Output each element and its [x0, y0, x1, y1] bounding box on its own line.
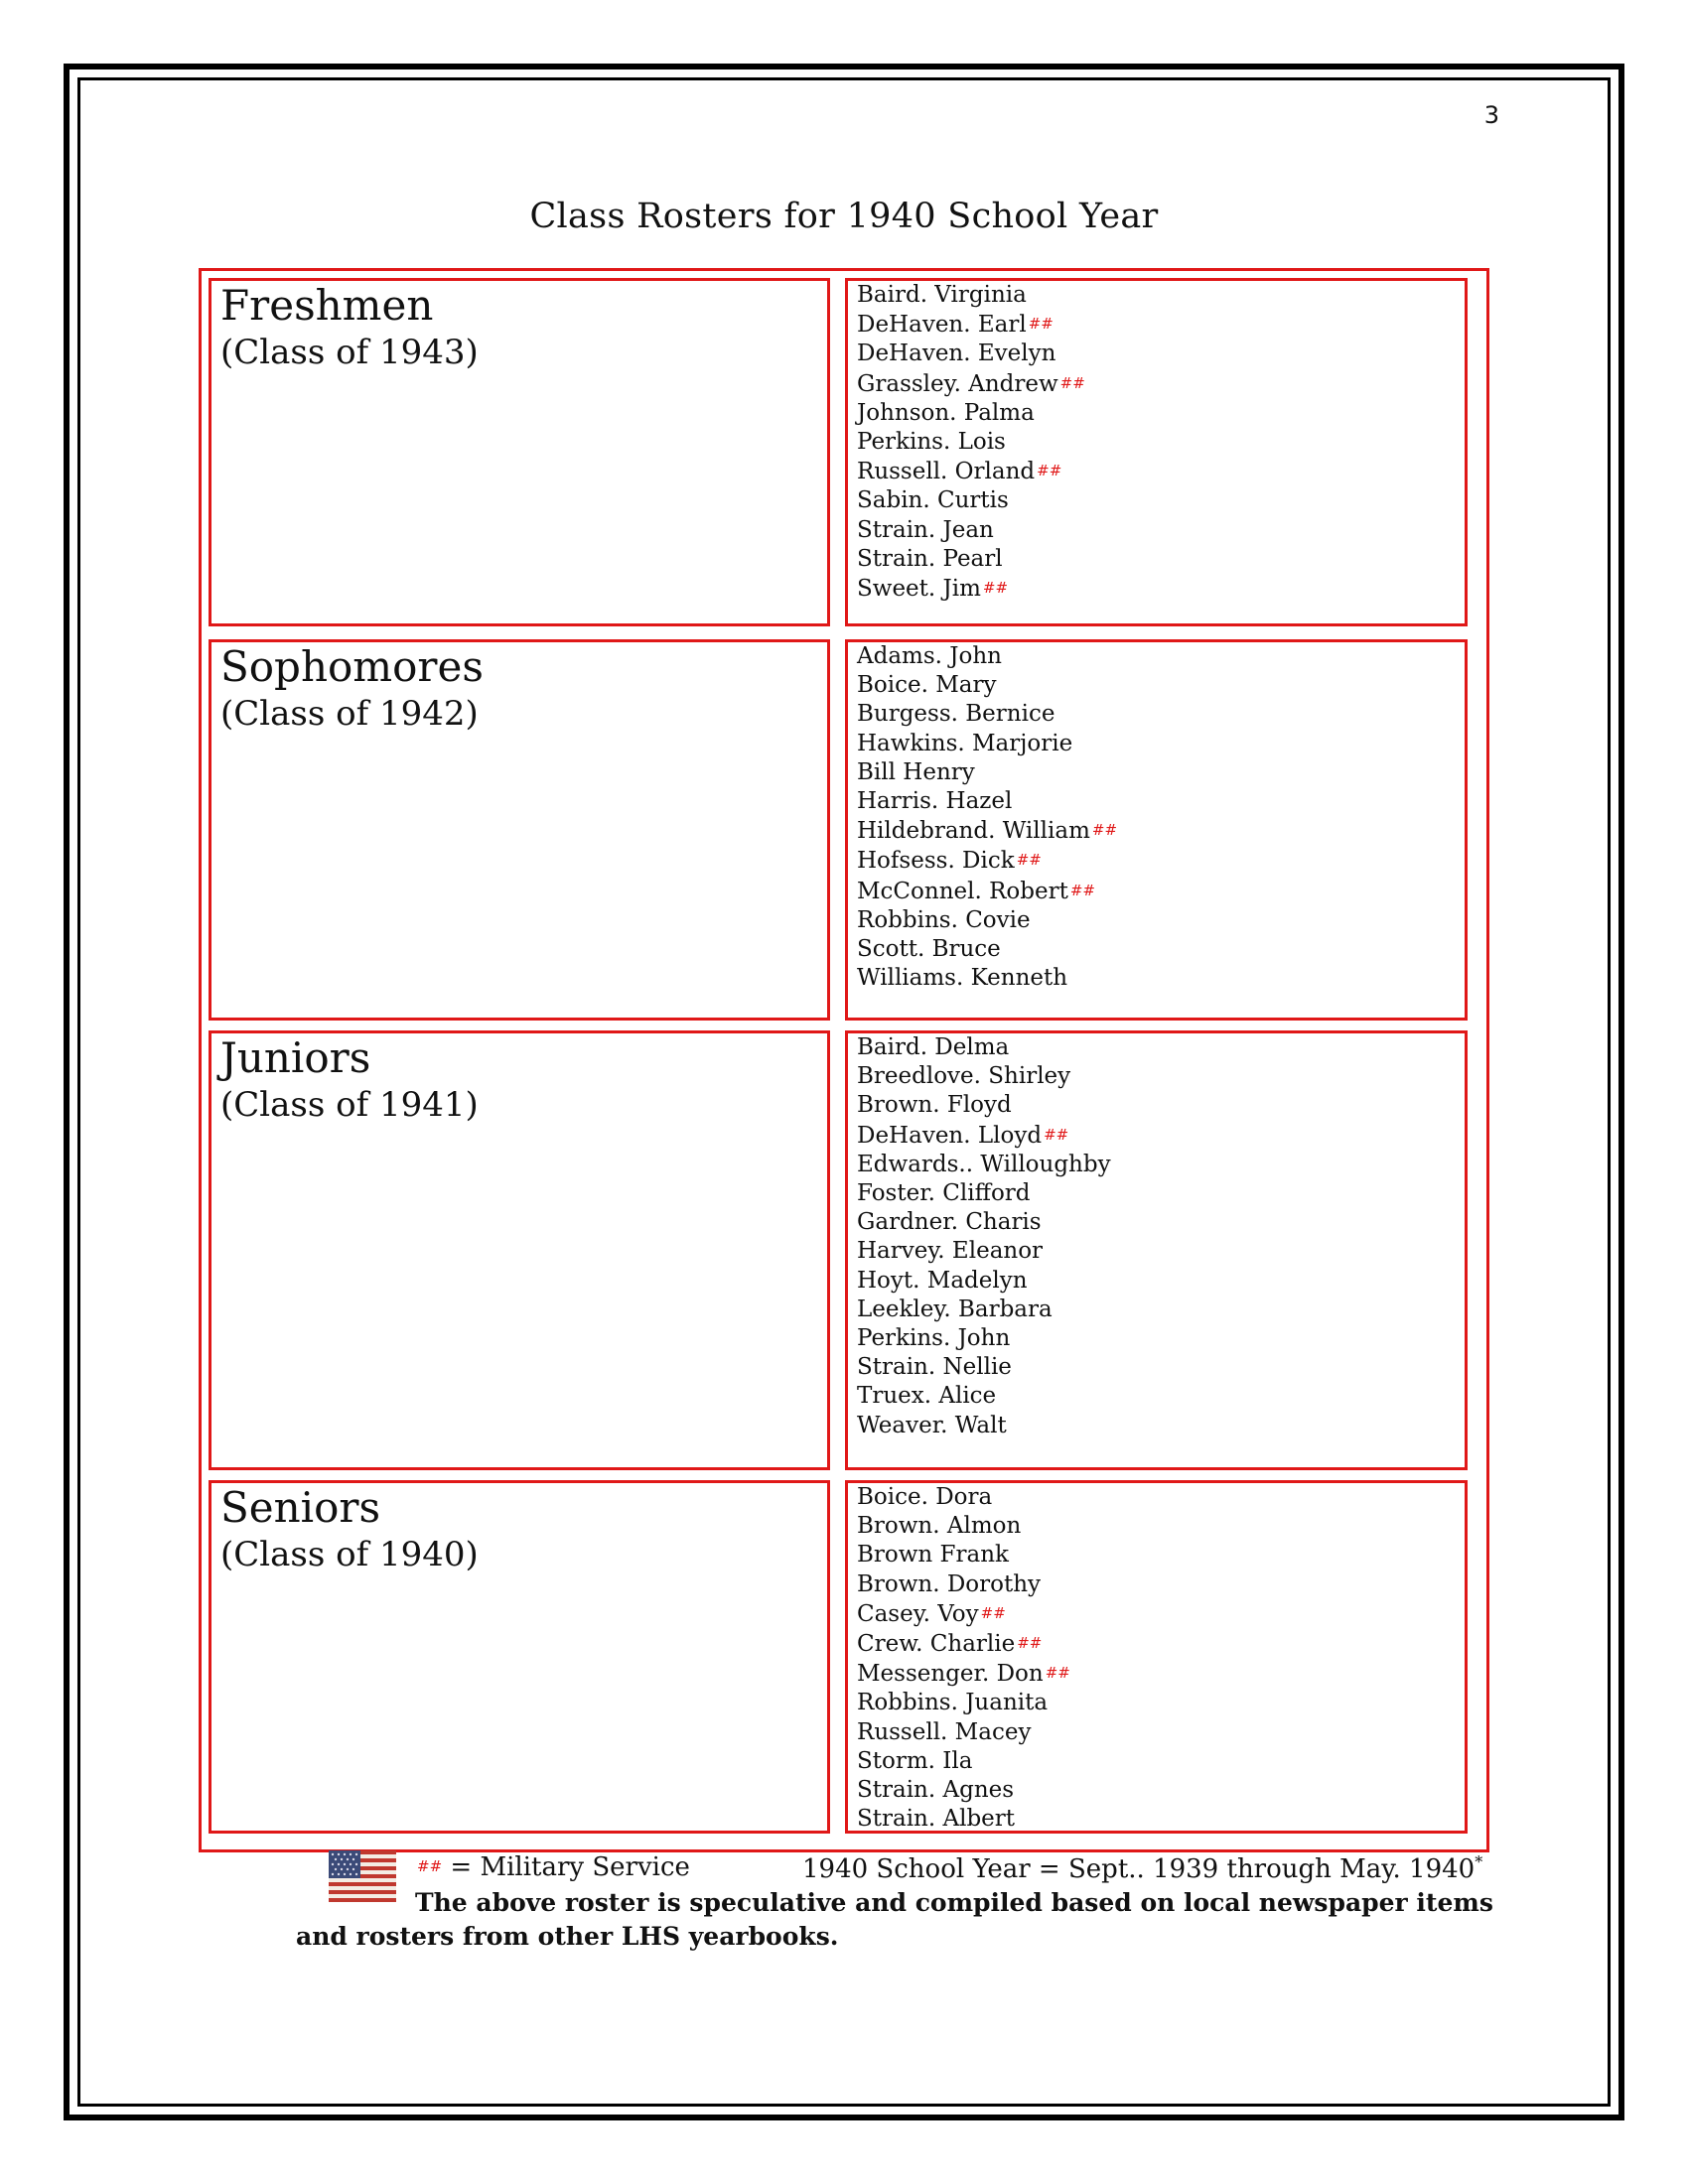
student-name: [857, 310, 1085, 340]
student-name-text: Brown. Floyd: [857, 1092, 1012, 1119]
student-name: [857, 1353, 1111, 1382]
student-name-text: Storm. Ila: [857, 1747, 973, 1774]
class-year-label: (Class of 1942): [220, 694, 479, 734]
student-name-text: Russell. Orland: [857, 459, 1036, 485]
student-name-text: Foster. Clifford: [857, 1180, 1031, 1207]
class-cell-seniors: [209, 1480, 830, 1834]
student-name: [857, 545, 1085, 574]
class-year-label: (Class of 1940): [220, 1535, 479, 1574]
student-name-text: Strain. Nellie: [857, 1354, 1012, 1381]
student-name: [857, 1382, 1111, 1411]
student-name-text: Edwards.. Willoughby: [857, 1151, 1111, 1177]
student-name-text: Bill Henry: [857, 758, 975, 785]
student-name-text: Hawkins. Marjorie: [857, 730, 1073, 756]
student-name-text: Brown. Almon: [857, 1513, 1022, 1540]
american-flag-icon: [329, 1850, 396, 1902]
student-name-text: Sweet. Jim: [857, 576, 981, 603]
student-name-text: Strain. Pearl: [857, 545, 1003, 572]
military-service-marker: ##: [1059, 373, 1085, 392]
student-name-text: Gardner. Charis: [857, 1209, 1042, 1236]
student-name-text: Truex. Alice: [857, 1383, 997, 1410]
student-name: [857, 816, 1117, 846]
student-name-text: Breedlove. Shirley: [857, 1063, 1071, 1090]
class-year-label: (Class of 1941): [220, 1085, 479, 1125]
student-name-text: DeHaven. Lloyd: [857, 1122, 1043, 1149]
student-name-text: Robbins. Covie: [857, 906, 1031, 933]
student-name: [857, 1805, 1070, 1834]
student-name-text: Adams. John: [857, 643, 1002, 669]
student-name: [857, 1208, 1111, 1237]
military-service-marker: ##: [982, 579, 1009, 598]
student-name: [857, 399, 1085, 428]
student-name: [857, 1267, 1111, 1296]
student-name-text: Harris. Hazel: [857, 788, 1013, 815]
student-name-text: Boice. Mary: [857, 672, 997, 699]
student-name: [857, 457, 1085, 486]
student-name-text: Baird. Delma: [857, 1034, 1010, 1060]
student-name: [857, 516, 1085, 545]
roster-cell-seniors: [845, 1480, 1468, 1834]
student-name: [857, 846, 1117, 876]
military-legend: [415, 1852, 690, 1886]
student-name: [857, 671, 1117, 700]
military-service-marker: ##: [980, 1603, 1006, 1622]
student-name-text: Brown Frank: [857, 1542, 1009, 1569]
student-name-text: Boice. Dora: [857, 1484, 993, 1510]
student-name-text: Burgess. Bernice: [857, 701, 1055, 728]
student-name: [857, 486, 1085, 515]
student-name: [857, 1151, 1111, 1179]
student-name-text: Johnson. Palma: [857, 399, 1035, 426]
student-list: [857, 281, 1085, 604]
student-name: [857, 730, 1117, 758]
roster-cell-juniors: [845, 1030, 1468, 1470]
military-service-marker: ##: [1091, 821, 1118, 840]
student-name: [857, 642, 1117, 671]
student-name: [857, 1512, 1070, 1541]
student-name: [857, 281, 1085, 310]
student-name: [857, 1689, 1070, 1717]
student-name: [857, 935, 1117, 964]
student-name-text: Grassley. Andrew: [857, 370, 1058, 397]
class-name: Freshmen: [220, 281, 434, 330]
class-name: Juniors: [220, 1033, 371, 1082]
military-service-marker: ##: [1044, 1125, 1069, 1144]
student-name: [857, 1412, 1111, 1440]
military-legend-text: = Military Service: [450, 1852, 690, 1882]
class-year-label: (Class of 1943): [220, 333, 479, 372]
page-title: Class Rosters for 1940 School Year: [529, 197, 1159, 236]
student-name: [857, 1747, 1070, 1776]
page-number: 3: [1483, 101, 1499, 129]
student-list: [857, 1033, 1111, 1440]
roster-table: [199, 268, 1489, 1852]
student-name: [857, 1629, 1070, 1659]
student-name: [857, 1033, 1111, 1062]
student-name-text: Robbins. Juanita: [857, 1690, 1049, 1716]
military-service-marker: ##: [1045, 1664, 1070, 1683]
student-name: [857, 1324, 1111, 1353]
student-name: [857, 700, 1117, 729]
student-name-text: Brown. Dorothy: [857, 1570, 1042, 1597]
school-year-note-asterisk: *: [1475, 1852, 1483, 1871]
student-name: [857, 1599, 1070, 1629]
military-service-marker: ##: [1037, 462, 1062, 480]
student-name-text: DeHaven. Earl: [857, 312, 1027, 339]
student-name-text: Weaver. Walt: [857, 1412, 1007, 1438]
student-name-text: DeHaven. Evelyn: [857, 341, 1056, 367]
student-name: [857, 1659, 1070, 1689]
student-name-text: Strain. Albert: [857, 1806, 1016, 1833]
student-name: [857, 1062, 1111, 1091]
student-name-text: Strain. Jean: [857, 516, 994, 543]
student-name: [857, 1570, 1070, 1599]
student-name-text: Russell. Macey: [857, 1718, 1032, 1745]
student-name-text: Leekley. Barbara: [857, 1296, 1053, 1322]
student-name: [857, 906, 1117, 935]
student-name-text: Crew. Charlie: [857, 1631, 1016, 1658]
school-year-note-text: 1940 School Year = Sept.. 1939 through May. 1940: [802, 1854, 1476, 1884]
student-name-text: Strain. Agnes: [857, 1777, 1015, 1804]
student-name: [857, 1179, 1111, 1208]
class-cell-juniors: [209, 1030, 830, 1470]
disclaimer-line-2: and rosters from other LHS yearbooks.: [296, 1922, 839, 1951]
military-service-marker: ##: [1017, 1634, 1043, 1653]
class-name: Seniors: [220, 1483, 381, 1532]
student-name: [857, 1483, 1070, 1512]
class-name: Sophomores: [220, 642, 484, 691]
student-name-text: Messenger. Don: [857, 1661, 1044, 1688]
student-name: [857, 758, 1117, 787]
student-name-text: Casey. Voy: [857, 1600, 979, 1627]
class-cell-sophomores: [209, 639, 830, 1021]
class-cell-freshmen: [209, 278, 830, 626]
student-name-text: Hofsess. Dick: [857, 848, 1015, 875]
military-service-marker: ##: [1016, 851, 1042, 870]
student-name: [857, 574, 1085, 604]
student-name: [857, 1237, 1111, 1266]
student-name: [857, 787, 1117, 816]
student-name: [857, 428, 1085, 457]
roster-cell-sophomores: [845, 639, 1468, 1021]
student-name-text: Perkins. Lois: [857, 429, 1006, 456]
student-name-text: Williams. Kenneth: [857, 965, 1068, 992]
student-list: [857, 1483, 1070, 1834]
student-name: [857, 340, 1085, 368]
student-name: [857, 1121, 1111, 1151]
student-name: [857, 1091, 1111, 1120]
student-name: [857, 964, 1117, 993]
student-list: [857, 642, 1117, 993]
student-name-text: Hoyt. Madelyn: [857, 1267, 1028, 1294]
military-marker: ##: [417, 1857, 443, 1875]
student-name-text: Sabin. Curtis: [857, 487, 1009, 514]
student-name-text: McConnel. Robert: [857, 878, 1068, 904]
disclaimer-line-1: The above roster is speculative and compiled based on local newspaper items: [415, 1888, 1493, 1917]
roster-cell-freshmen: [845, 278, 1468, 626]
student-name: [857, 369, 1085, 399]
student-name: [857, 1718, 1070, 1747]
student-name: [857, 1296, 1111, 1324]
student-name: [857, 1776, 1070, 1805]
military-service-marker: ##: [1028, 315, 1054, 334]
student-name-text: Harvey. Eleanor: [857, 1238, 1044, 1265]
student-name-text: Perkins. John: [857, 1325, 1011, 1352]
student-name: [857, 1541, 1070, 1570]
student-name-text: Hildebrand. William: [857, 818, 1090, 845]
school-year-note: [802, 1852, 1482, 1886]
student-name: [857, 877, 1117, 906]
student-name-text: Scott. Bruce: [857, 936, 1001, 963]
student-name-text: Baird. Virginia: [857, 282, 1027, 308]
military-service-marker: ##: [1069, 881, 1095, 899]
